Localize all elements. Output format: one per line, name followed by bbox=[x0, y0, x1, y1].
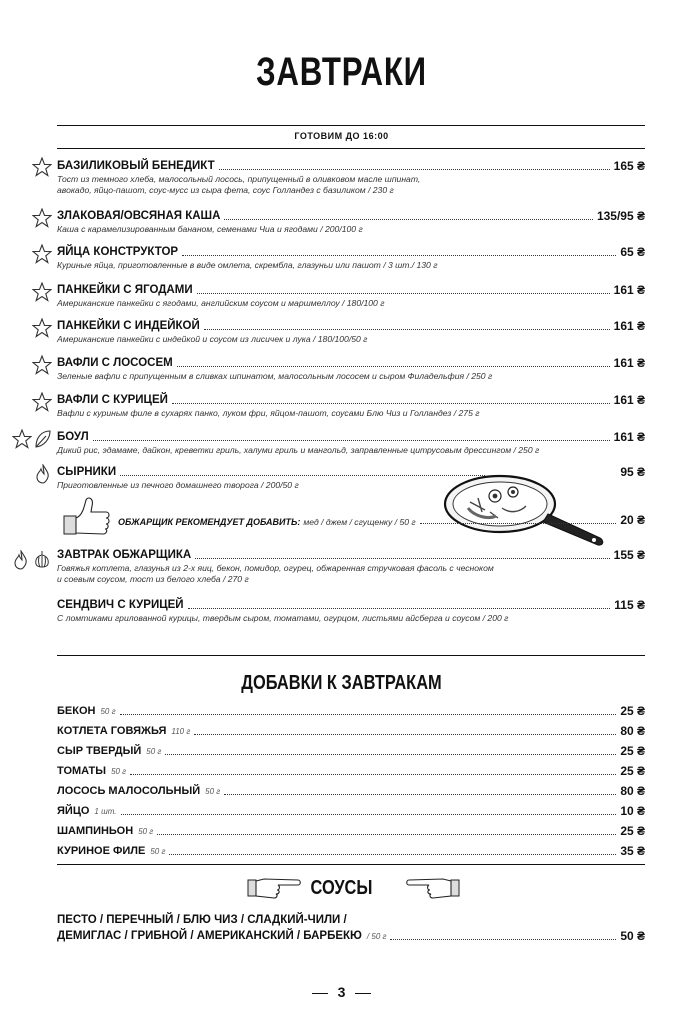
page-number: 3 bbox=[0, 984, 683, 1000]
item-name: ЯЙЦА КОНСТРУКТОР bbox=[57, 246, 179, 258]
star-icon bbox=[32, 355, 52, 375]
item-price: 20 ₴ bbox=[620, 513, 645, 527]
sauces-weight: / 50 г bbox=[366, 932, 387, 941]
addon-row bbox=[57, 804, 645, 818]
addon-price: 80 ₴ bbox=[620, 724, 645, 738]
thumbs-up-icon bbox=[62, 496, 112, 536]
frying-pan-illustration bbox=[440, 468, 610, 553]
item-price: 65 ₴ bbox=[620, 245, 645, 259]
addon-weight: 50 г bbox=[111, 767, 127, 776]
menu-item bbox=[57, 319, 645, 345]
addon-name: КОТЛЕТА ГОВЯЖЬЯ bbox=[57, 725, 167, 737]
addon-weight: 1 шт. bbox=[94, 807, 117, 816]
item-name: СЕНДВИЧ С КУРИЦЕЙ bbox=[57, 599, 184, 611]
item-description: Дикий рис, эдамаме, дайкон, креветки гриль, халуми гриль и мангольд, заправленные цитрусовым дрессингом / 250 г bbox=[57, 445, 540, 455]
item-description: авокадо, яйцо-пашот, соус-мусс из сыра фета, соус Голландез с базиликом / 230 г bbox=[57, 185, 394, 195]
item-price: 155 ₴ bbox=[613, 548, 645, 562]
divider bbox=[57, 148, 645, 149]
item-description: Американские панкейки с ягодами, английским соусом и маршмеллоу / 180/100 г bbox=[57, 298, 385, 308]
page-title: ЗАВТРАКИ bbox=[256, 50, 427, 94]
recommendation-items: мед / джем / сгущенку / 50 г bbox=[303, 517, 416, 527]
addon-price: 25 ₴ bbox=[620, 704, 645, 718]
sauces-line-1: ПЕСТО / ПЕРЕЧНЫЙ / БЛЮ ЧИЗ / СЛАДКИЙ-ЧИЛИ / bbox=[57, 914, 347, 926]
menu-item bbox=[57, 209, 645, 235]
item-price: 161 ₴ bbox=[613, 319, 645, 333]
addon-price: 25 ₴ bbox=[620, 744, 645, 758]
item-price: 135/95 ₴ bbox=[596, 209, 645, 223]
addon-name: ЛОСОСЬ МАЛОСОЛЬНЫЙ bbox=[57, 785, 201, 797]
item-name: ЗАВТРАК ОБЖАРЩИКА bbox=[57, 549, 192, 561]
item-price: 165 ₴ bbox=[613, 159, 645, 173]
item-description: С ломтиками грилованной курицы, твердым сыром, томатами, огурцом, листьями айсберга и соусом / 200 г bbox=[57, 613, 509, 623]
item-name: ВАФЛИ С ЛОСОСЕМ bbox=[57, 357, 173, 369]
item-name: ПАНКЕЙКИ С ЯГОДАМИ bbox=[57, 284, 193, 296]
hours-note: ГОТОВИМ ДО 16:00 bbox=[294, 131, 389, 141]
item-description: Куриные яйца, приготовленные в виде омлета, скрембла, глазуньи или пашот / 3 шт./ 130 г bbox=[57, 260, 438, 270]
item-name: БОУЛ bbox=[57, 431, 89, 443]
addon-weight: 110 г bbox=[171, 727, 191, 736]
item-price: 161 ₴ bbox=[613, 283, 645, 297]
menu-item bbox=[57, 393, 645, 419]
star-icon bbox=[32, 157, 52, 177]
star-icon bbox=[32, 318, 52, 338]
item-description: Говяжья котлета, глазунья из 2-х яиц, бекон, помидор, огурец, обжаренная стручковая фасоль с чесноком bbox=[57, 563, 494, 573]
sauces-list bbox=[57, 913, 645, 943]
item-name: ВАФЛИ С КУРИЦЕЙ bbox=[57, 394, 168, 406]
addon-row bbox=[57, 764, 645, 778]
menu-item bbox=[57, 430, 645, 456]
item-price: 115 ₴ bbox=[614, 598, 645, 612]
addon-row bbox=[57, 744, 645, 758]
sauces-line-2: ДЕМИГЛАС / ГРИБНОЙ / АМЕРИКАНСКИЙ / БАРБЕКЮ bbox=[57, 930, 362, 942]
addon-weight: 50 г bbox=[205, 787, 221, 796]
addon-row bbox=[57, 824, 645, 838]
item-description: Приготовленные из печного домашнего творога / 200/50 г bbox=[57, 480, 299, 490]
menu-item bbox=[57, 598, 645, 624]
star-icon bbox=[32, 208, 52, 228]
addon-price: 35 ₴ bbox=[620, 844, 645, 858]
star-icon bbox=[12, 429, 32, 449]
menu-item bbox=[57, 356, 645, 382]
addon-name: ЯЙЦО bbox=[57, 805, 90, 817]
item-name: ЗЛАКОВАЯ/ОВСЯНАЯ КАША bbox=[57, 210, 221, 222]
star-icon bbox=[32, 392, 52, 412]
addon-row bbox=[57, 784, 645, 798]
menu-item bbox=[57, 245, 645, 271]
addon-name: ТОМАТЫ bbox=[57, 765, 107, 777]
addon-price: 25 ₴ bbox=[620, 764, 645, 778]
item-price: 95 ₴ bbox=[620, 465, 645, 479]
item-description: Зеленые вафли с припущенным в сливках шпинатом, малосольным лососем и сыром Филадельфия / 250 г bbox=[57, 371, 493, 381]
addon-name: ШАМПИНЬОН bbox=[57, 825, 134, 837]
addon-name: СЫР ТВЕРДЫЙ bbox=[57, 745, 142, 757]
addon-name: БЕКОН bbox=[57, 705, 96, 717]
divider bbox=[57, 655, 645, 656]
item-price: 161 ₴ bbox=[613, 430, 645, 444]
section-title-addons: ДОБАВКИ К ЗАВТРАКАМ bbox=[241, 672, 442, 694]
star-icon bbox=[32, 282, 52, 302]
item-description: Тост из темного хлеба, малосольный лосось, припущенный в оливковом масле шпинат, bbox=[57, 174, 421, 184]
garlic-icon bbox=[33, 550, 51, 570]
addon-row bbox=[57, 724, 645, 738]
flame-icon bbox=[34, 464, 52, 484]
addon-weight: 50 г bbox=[100, 707, 116, 716]
addon-price: 80 ₴ bbox=[620, 784, 645, 798]
addon-price: 25 ₴ bbox=[620, 824, 645, 838]
item-price: 161 ₴ bbox=[613, 356, 645, 370]
divider bbox=[57, 125, 645, 126]
addon-row bbox=[57, 844, 645, 858]
addon-price: 10 ₴ bbox=[620, 804, 645, 818]
leaf-icon bbox=[34, 429, 52, 449]
item-description: Американские панкейки с индейкой и соусом из лисичек и лука / 180/100/50 г bbox=[57, 334, 368, 344]
menu-item bbox=[57, 159, 645, 196]
addon-weight: 50 г bbox=[146, 747, 162, 756]
item-name: СЫРНИКИ bbox=[57, 466, 117, 478]
pointing-hand-left-icon bbox=[405, 874, 461, 900]
sauces-price: 50 ₴ bbox=[620, 929, 645, 943]
addon-name: КУРИНОЕ ФИЛЕ bbox=[57, 845, 146, 857]
addon-weight: 50 г bbox=[138, 827, 154, 836]
menu-item bbox=[57, 548, 645, 585]
section-title-sauces: СОУСЫ bbox=[310, 877, 373, 899]
addon-row bbox=[57, 704, 645, 718]
item-name: БАЗИЛИКОВЫЙ БЕНЕДИКТ bbox=[57, 160, 215, 172]
star-icon bbox=[32, 244, 52, 264]
menu-item bbox=[57, 283, 645, 309]
item-description: и соевым соусом, тост из белого хлеба / 270 г bbox=[57, 574, 249, 584]
item-description: Вафли с куриным филе в сухарях панко, луком фри, яйцом-пашот, соусами Блю Чиз и Голландез / 275 г bbox=[57, 408, 480, 418]
recommendation-label: ОБЖАРЩИК РЕКОМЕНДУЕТ ДОБАВИТЬ: bbox=[118, 517, 301, 527]
addon-weight: 50 г bbox=[150, 847, 166, 856]
recommendation bbox=[118, 513, 645, 527]
flame-icon bbox=[12, 550, 30, 570]
divider bbox=[57, 864, 645, 865]
item-name: ПАНКЕЙКИ С ИНДЕЙКОЙ bbox=[57, 320, 200, 332]
item-price: 161 ₴ bbox=[613, 393, 645, 407]
item-description: Каша с карамелизированным бананом, семенами Чиа и ягодами / 200/100 г bbox=[57, 224, 363, 234]
